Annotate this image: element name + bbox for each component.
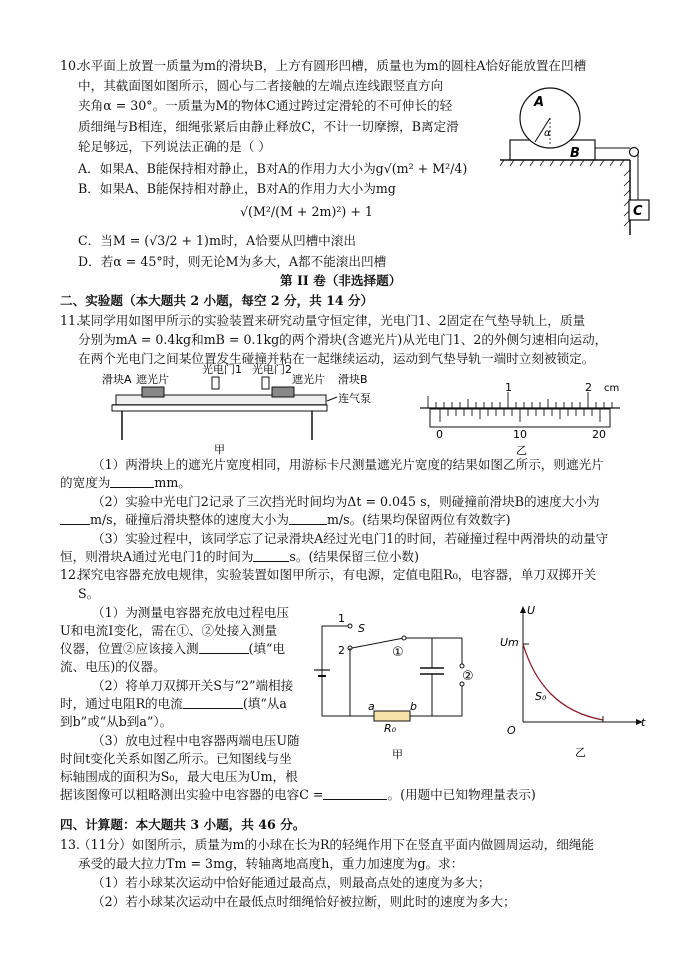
circuit-figure [312,608,482,768]
q12-p2-line3: 到b”或“从b到a”）。 [60,714,173,729]
slider-a [142,387,164,397]
meter-1: ① [392,645,404,660]
q12-p1-line2: U和电流I变化，需在①、②处接入测量 [60,623,278,638]
label-um: Um [500,636,519,649]
label-b: B [570,146,580,161]
q11-number: 11. [60,313,81,328]
caption-jia: 甲 [214,443,225,456]
gate1-box [212,377,219,389]
q10-option-c: C．当M = (√3/2 + 1)m时，A恰要从凹槽中滚出 [78,233,356,248]
q12-p3-line2: 时间t变化关系如图乙所示。已知图线与坐 [60,751,292,766]
caption-circuit: 甲 [392,748,403,761]
q12-p3-blank[interactable] [323,787,387,800]
resistor-r0 [374,711,410,721]
q11-s1-suffix: mm。 [154,475,191,490]
q12-line2: S。 [78,586,100,601]
q10-line3: 夹角α = 30°。一质量为M的物体C通过跨过定滑轮的不可伸长的轻 [78,98,453,113]
main-scale-unit: cm [604,383,620,394]
q10-option-b: B．如果A、B能保持相对静止，B对A的作用力大小为mg [78,181,396,196]
q10-option-b-formula: √(M²/(M + 2m)²) + 1 [240,204,373,219]
q12-p2-blank[interactable] [183,696,243,709]
q12-p2-suffix: (填“从a [242,696,287,711]
q10-figure [500,80,660,240]
label-r0: R₀ [384,722,397,735]
q11-s2-line2 [60,511,511,528]
gate2-box [262,377,269,389]
label-gate1: 光电门1 [202,363,242,376]
origin: O [507,724,516,737]
q12-p1-fill-hint: (填“电 [248,641,286,656]
label-s0: S₀ [535,690,547,703]
q10-line5: 轮足够远，下列说法正确的是（ ） [78,139,271,154]
pulley [630,148,639,157]
q11-s2-unit1: m/s，碰撞后滑块整体的速度大小为 [90,512,289,527]
switch-s: S [358,622,365,635]
section4-heading: 四、计算题：本大题共 3 小题，共 46 分。 [60,817,306,832]
vernier-20: 20 [592,428,606,441]
node-a: a [368,700,375,713]
q11-line1: 某同学用如图甲所示的实验装置来研究动量守恒定律，光电门1、2固定在气垫导轨上，质量 [78,313,586,328]
q11-s3-blank[interactable] [253,549,289,562]
main-scale-1: 1 [505,381,512,394]
slider-b [272,387,294,397]
q12-p1-line4: 流、电压)的仪器。 [60,659,166,674]
node-b: b [410,700,417,713]
q11-s2-blank1[interactable] [60,512,90,525]
q11-s1-blank[interactable] [110,475,154,488]
switch-2: 2 [338,644,345,657]
q11-s2-unit2: m/s。(结果均保留两位有效数字) [326,512,511,527]
label-shade-b: 遮光片 [292,373,325,386]
q12-p1-prefix: 仪器，位置②应该接入测 [60,641,199,656]
q12-p3-suffix: 。(用题中已知物理量表示) [387,787,536,802]
q11-line3: 在两个光电门之间某位置发生碰撞并粘在一起继续运动，运动到气垫导轨一端时立刻被锁定。 [78,351,595,366]
q11-s3-line1: （3）实验过程中，该同学忘了记录滑块A经过光电门1的时间，若碰撞过程中两滑块的动量守 [92,531,609,546]
discharge-curve [523,644,603,720]
vernier-0: 0 [436,428,443,441]
q13-s2: （2）若小球某次运动中在最低点时细绳恰好被拉断，则此时的速度为多大； [92,894,516,909]
section2-heading: 二、实验题（本大题共 2 小题，每空 2 分，共 14 分） [60,293,374,308]
discharge-graph [500,604,653,764]
q13-number: 13. [60,837,81,852]
meter-2: ② [462,669,474,684]
q11-s1-prefix: 的宽度为 [60,475,111,490]
q10-line1: 水平面上放置一质量为m的滑块B，上方有圆形凹槽，质量也为m的圆柱A恰好能放置在凹槽 [78,58,587,73]
q11-s3-line2 [60,548,419,565]
q11-s1-line1: （1）两滑块上的遮光片宽度相同，用游标卡尺测量遮光片宽度的结果如图乙所示，则遮光片 [92,457,604,472]
q12-p3-line1: （3）放电过程中电容器两端电压U随 [92,733,300,748]
part2-title: 第 II 卷（非选择题） [280,273,402,288]
q10-line4: 质细绳与B相连，细绳张紧后由静止释放C，不计一切摩擦，B离定滑 [78,119,459,134]
q12-p1-line1: （1）为测量电容器充放电过程电压 [92,605,289,620]
q11-s2-line1: （2）实验中光电门2记录了三次挡光时间均为Δt = 0.045 s，则碰撞前滑块B的速度大小为 [92,494,600,509]
label-slider-b: 滑块B [338,373,368,386]
axis-t: t [641,716,646,729]
q12-p3-line4 [60,786,536,803]
q11-line2: 分别为mA = 0.4kg和mB = 0.1kg的两个滑块(含遮光片)从光电门1、2的外侧匀速相向运动， [78,332,608,347]
label-a: A [534,95,545,110]
q11-s1-line2 [60,474,191,491]
label-gate2: 光电门2 [252,363,292,376]
label-alpha: α [544,128,551,139]
q12-p1-blank[interactable] [199,641,249,654]
q12-p2-prefix: 时，通过电阻R的电流 [60,696,183,711]
q12-p3-line3: 标轴围成的面积为S₀，最大电压为Um，根 [60,769,298,784]
q13-s1: （1）若小球某次运动中恰好能通过最高点，则最高点处的速度为多大； [92,875,491,890]
q12-p1-line3 [60,640,285,657]
vernier-10: 10 [513,428,527,441]
q12-p2-line2 [60,695,287,712]
q13-line2: 承受的最大拉力Tm = 3mg，转轴离地高度h，重力加速度为g。求： [78,856,464,871]
axis-u: U [527,604,536,617]
q10-option-a-text: A．如果A、B能保持相对静止，B对A的作用力大小为 [78,161,376,176]
vernier-figure [420,382,630,462]
caption-yi: 乙 [516,444,527,457]
q10-number: 10. [60,58,81,73]
q11-s3-prefix: 恒，则滑块A通过光电门1的时间为 [60,549,254,564]
q12-p2-line1: （2）将单刀双掷开关S与“2”端相接 [92,678,294,693]
q12-p3-prefix: 据该图像可以粗略测出实验中电容器的电容C = [60,787,324,802]
q10-line2: 中，其截面图如图所示，圆心与二者接触的左端点连线跟竖直方向 [78,78,444,93]
label-slider-a: 滑块A [102,373,132,386]
switch-1: 1 [338,612,345,625]
q12-line1: 探究电容器充放电规律，实验装置如图甲所示，有电源，定值电阻R₀，电容器，单刀双掷开关 [78,567,597,582]
main-scale-2: 2 [585,381,592,394]
caption-graph: 乙 [575,746,586,759]
q10-option-a [78,160,467,177]
q12-number: 12. [60,567,81,582]
q10-option-d: D．若α = 45°时，则无论M为多大，A都不能滚出凹槽 [78,254,387,269]
q11-s3-suffix: s。(结果保留三位小数) [289,549,420,564]
q13-line1: （11分）如图所示，质量为m的小球在长为R的轻绳作用下在竖直平面内做圆周运动，细绳能 [78,837,595,852]
q11-s2-blank2[interactable] [289,512,327,525]
q10-option-a-formula: g√(m² + M²/4) [375,161,468,176]
label-shade-a: 遮光片 [136,373,169,386]
air-track-figure [102,365,392,455]
label-c: C [633,204,643,219]
label-pump: 连气泵 [338,392,371,405]
